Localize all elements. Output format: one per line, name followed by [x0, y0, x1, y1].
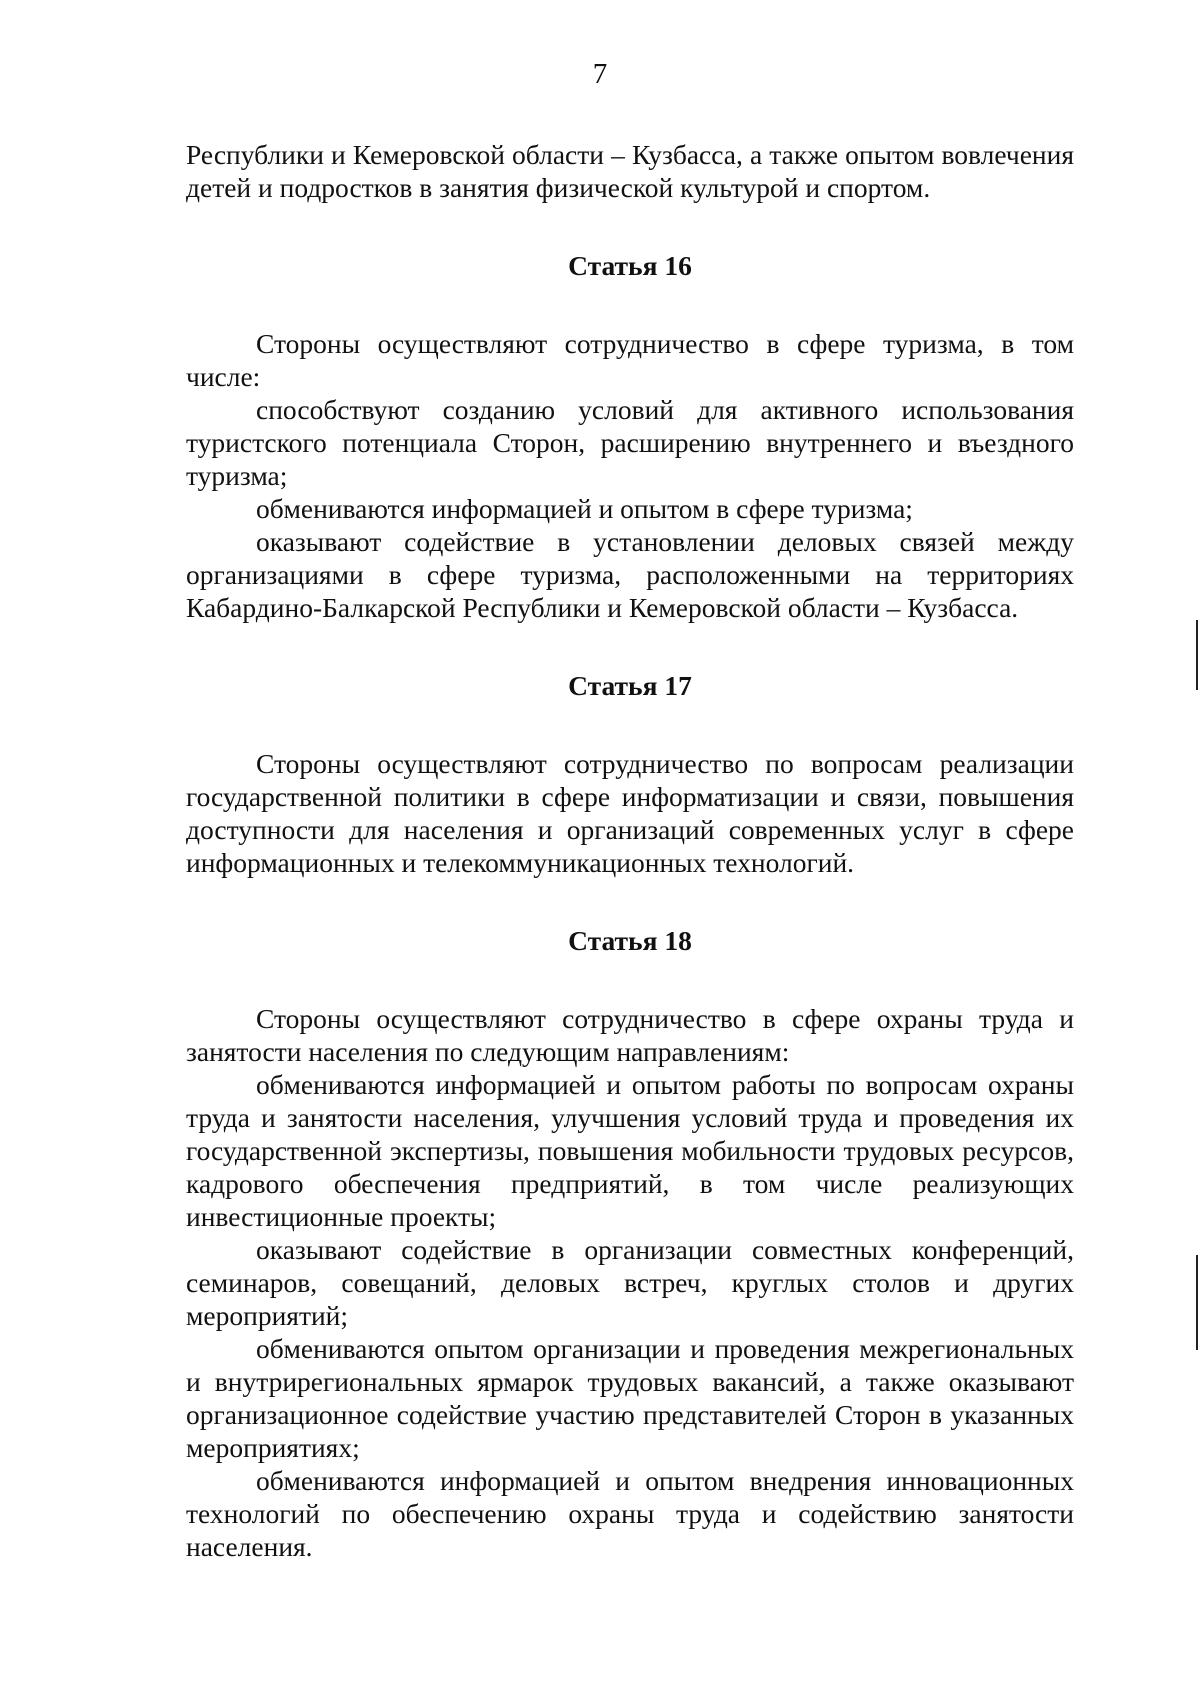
intro-paragraph: Республики и Кемеровской области – Кузбасса, а также опытом вовлечения детей и подростков в занятия физической культурой и спортом. — [186, 139, 1074, 203]
article-17-paragraph: Стороны осуществляют сотрудничество по вопросам реализации государственной политики в сфере информатизации и связи, повышения доступности для населения и организаций современных услуг в сфере информационных и телекоммуникационных технологий. — [186, 748, 1074, 878]
scan-edge-mark — [1196, 620, 1198, 690]
article-16-paragraph: оказывают содействие в установлении деловых связей между организациями в сфере туризма, расположенными на территориях Кабардино-Балкарской Республики и Кемеровской области – Кузбасса. — [186, 526, 1074, 623]
article-18-paragraph: обмениваются информацией и опытом внедрения инновационных технологий по обеспечению охраны труда и содействию занятости населения. — [186, 1465, 1074, 1562]
article-18-paragraph: Стороны осуществляют сотрудничество в сфере охраны труда и занятости населения по следующим направлениям: — [186, 1003, 1074, 1067]
article-18-paragraph: оказывают содействие в организации совместных конференций, семинаров, совещаний, деловых встреч, круглых столов и других мероприятий; — [186, 1234, 1074, 1331]
page-number: 7 — [592, 58, 608, 90]
article-16-paragraph: Стороны осуществляют сотрудничество в сфере туризма, в том числе: — [186, 328, 1074, 392]
article-16-heading: Статья 16 — [568, 250, 692, 281]
article-17-heading: Статья 17 — [568, 670, 692, 701]
article-18-heading: Статья 18 — [568, 925, 692, 956]
article-18-paragraph: обмениваются информацией и опытом работы по вопросам охраны труда и занятости населения, улучшения условий труда и проведения их государственной экспертизы, повышения мобильности трудовых ресурсов, кадрового обеспечения предприятий, в том числе реализующих инвестиционные проекты; — [186, 1069, 1074, 1232]
article-16-paragraph: обмениваются информацией и опытом в сфере туризма; — [256, 493, 913, 524]
article-16-paragraph: способствуют созданию условий для активного использования туристского потенциала Сторон, расширению внутреннего и въездного туризма; — [186, 394, 1074, 491]
document-body — [186, 138, 1074, 1563]
scan-edge-mark — [1196, 1255, 1198, 1350]
article-18-paragraph: обмениваются опытом организации и проведения межрегиональных и внутрирегиональных ярмарок трудовых вакансий, а также оказывают организационное содействие участию представителей Сторон в указанных мероприятиях; — [186, 1333, 1074, 1463]
